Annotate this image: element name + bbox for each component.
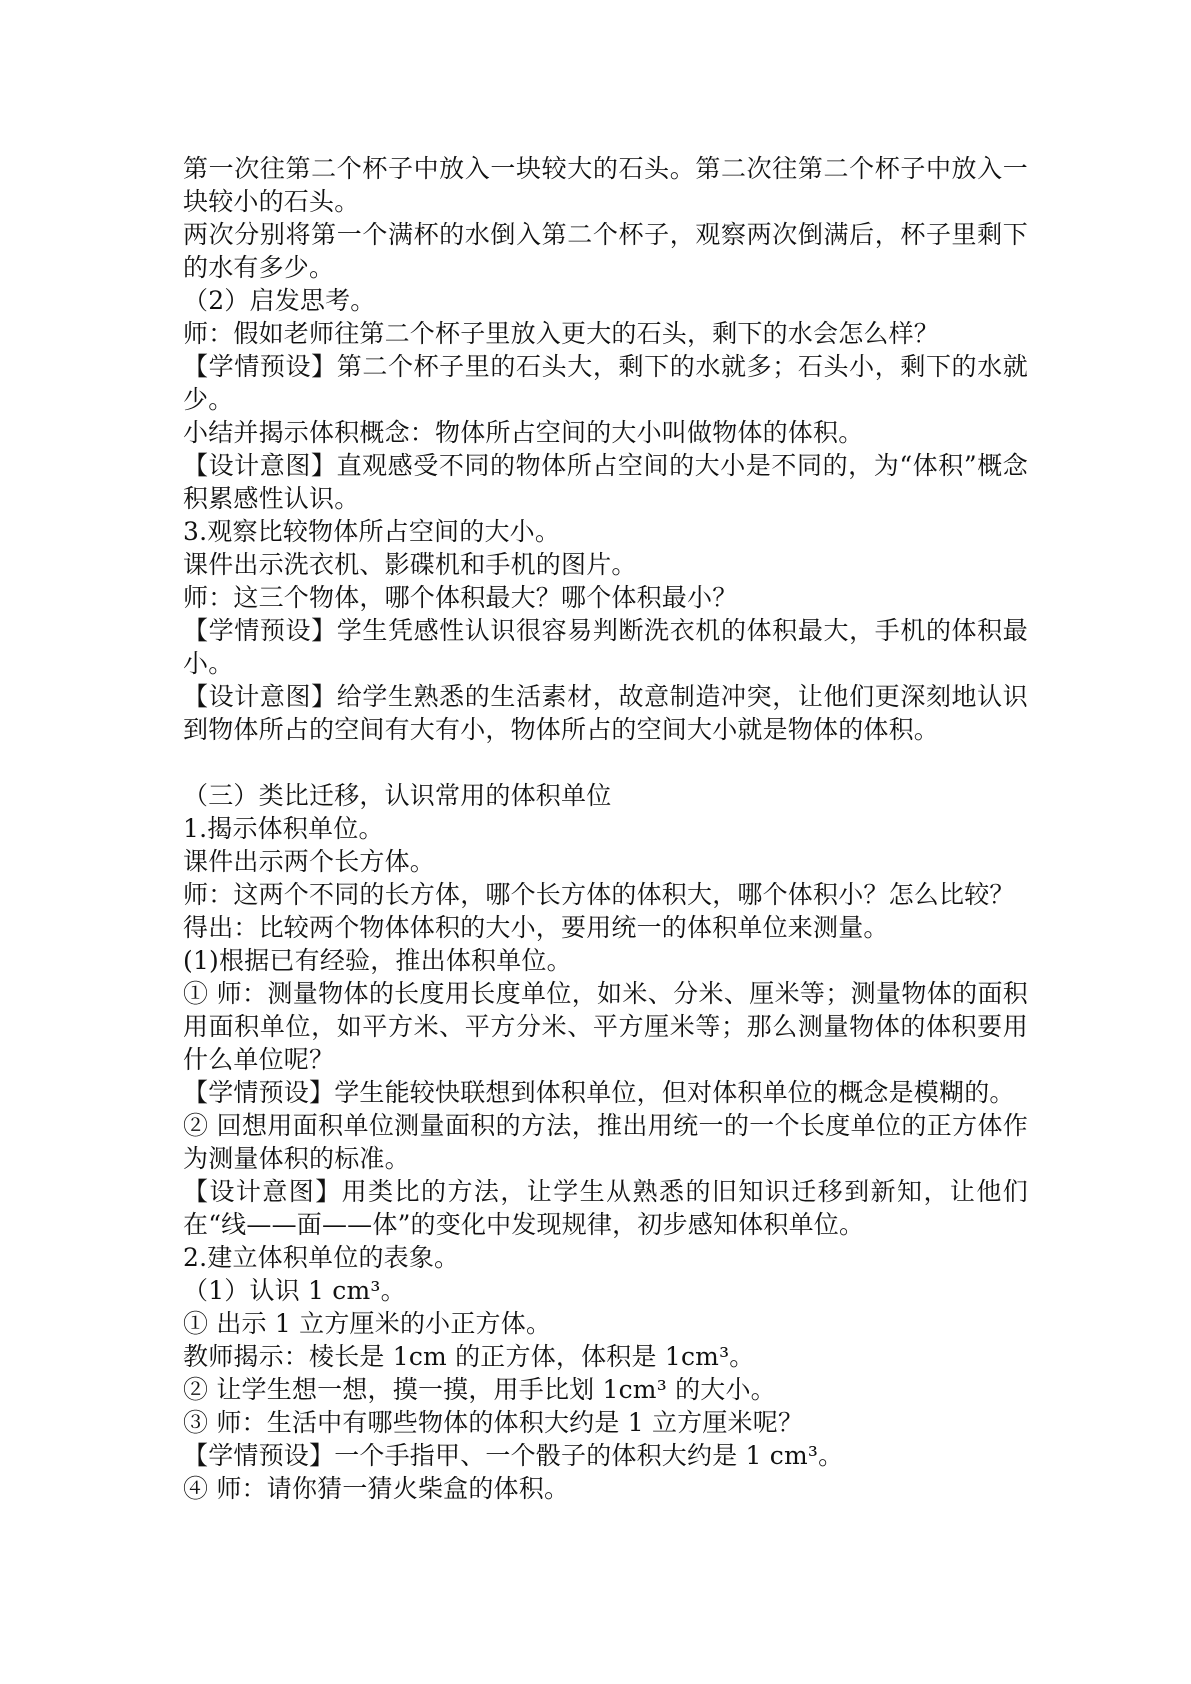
paragraph: 【学情预设】学生能较快联想到体积单位，但对体积单位的概念是模糊的。	[183, 1078, 1015, 1107]
paragraph: 【设计意图】直观感受不同的物体所占空间的大小是不同的，为“体积”概念积累感性认识。	[183, 451, 1028, 513]
paragraph: 课件出示两个长方体。	[183, 847, 436, 876]
paragraph: (1)根据已有经验，推出体积单位。	[183, 946, 572, 975]
paragraph: ② 让学生想一想，摸一摸，用手比划 1cm³ 的大小。	[183, 1375, 776, 1404]
section-heading: （三）类比迁移，认识常用的体积单位	[183, 781, 612, 810]
paragraph: 课件出示洗衣机、影碟机和手机的图片。	[183, 550, 637, 579]
paragraph: 3.观察比较物体所占空间的大小。	[183, 517, 561, 546]
paragraph: 小结并揭示体积概念：物体所占空间的大小叫做物体的体积。	[183, 418, 864, 447]
paragraph: ④ 师：请你猜一猜火柴盒的体积。	[183, 1474, 570, 1503]
paragraph: 师：这三个物体，哪个体积最大？哪个体积最小？	[183, 583, 738, 612]
paragraph: ③ 师：生活中有哪些物体的体积大约是 1 立方厘米呢？	[183, 1408, 804, 1437]
paragraph: 教师揭示：棱长是 1cm 的正方体，体积是 1cm³。	[183, 1342, 755, 1371]
paragraph: ① 师：测量物体的长度用长度单位，如米、分米、厘米等；测量物体的面积用面积单位，如平方米、平方分米、平方厘米等；那么测量物体的体积要用什么单位呢？	[183, 979, 1028, 1074]
paragraph: 【设计意图】用类比的方法，让学生从熟悉的旧知识迁移到新知，让他们在“线——面——体”的变化中发现规律，初步感知体积单位。	[183, 1177, 1028, 1239]
paragraph: （2）启发思考。	[183, 286, 376, 315]
paragraph: （1）认识 1 cm³。	[183, 1276, 406, 1305]
paragraph: 【学情预设】一个手指甲、一个骰子的体积大约是 1 cm³。	[183, 1441, 844, 1470]
paragraph: 【学情预设】学生凭感性认识很容易判断洗衣机的体积最大，手机的体积最小。	[183, 616, 1028, 678]
paragraph: 第一次往第二个杯子中放入一块较大的石头。第二次往第二个杯子中放入一块较小的石头。	[183, 154, 1028, 216]
paragraph: 【设计意图】给学生熟悉的生活素材，故意制造冲突，让他们更深刻地认识到物体所占的空间有大有小，物体所占的空间大小就是物体的体积。	[183, 682, 1028, 744]
paragraph: 1.揭示体积单位。	[183, 814, 384, 843]
paragraph: 两次分别将第一个满杯的水倒入第二个杯子，观察两次倒满后，杯子里剩下的水有多少。	[183, 220, 1028, 282]
paragraph: 师：假如老师往第二个杯子里放入更大的石头，剩下的水会怎么样？	[183, 319, 940, 348]
document-body	[183, 152, 1028, 1505]
paragraph: 【学情预设】第二个杯子里的石头大，剩下的水就多；石头小，剩下的水就少。	[183, 352, 1028, 414]
blank-line	[183, 746, 1028, 779]
paragraph: 得出：比较两个物体体积的大小，要用统一的体积单位来测量。	[183, 913, 889, 942]
paragraph: ① 出示 1 立方厘米的小正方体。	[183, 1309, 552, 1338]
paragraph: 师：这两个不同的长方体，哪个长方体的体积大，哪个体积小？怎么比较？	[183, 880, 1015, 909]
paragraph: ② 回想用面积单位测量面积的方法，推出用统一的一个长度单位的正方体作为测量体积的标准。	[183, 1111, 1028, 1173]
paragraph: 2.建立体积单位的表象。	[183, 1243, 460, 1272]
